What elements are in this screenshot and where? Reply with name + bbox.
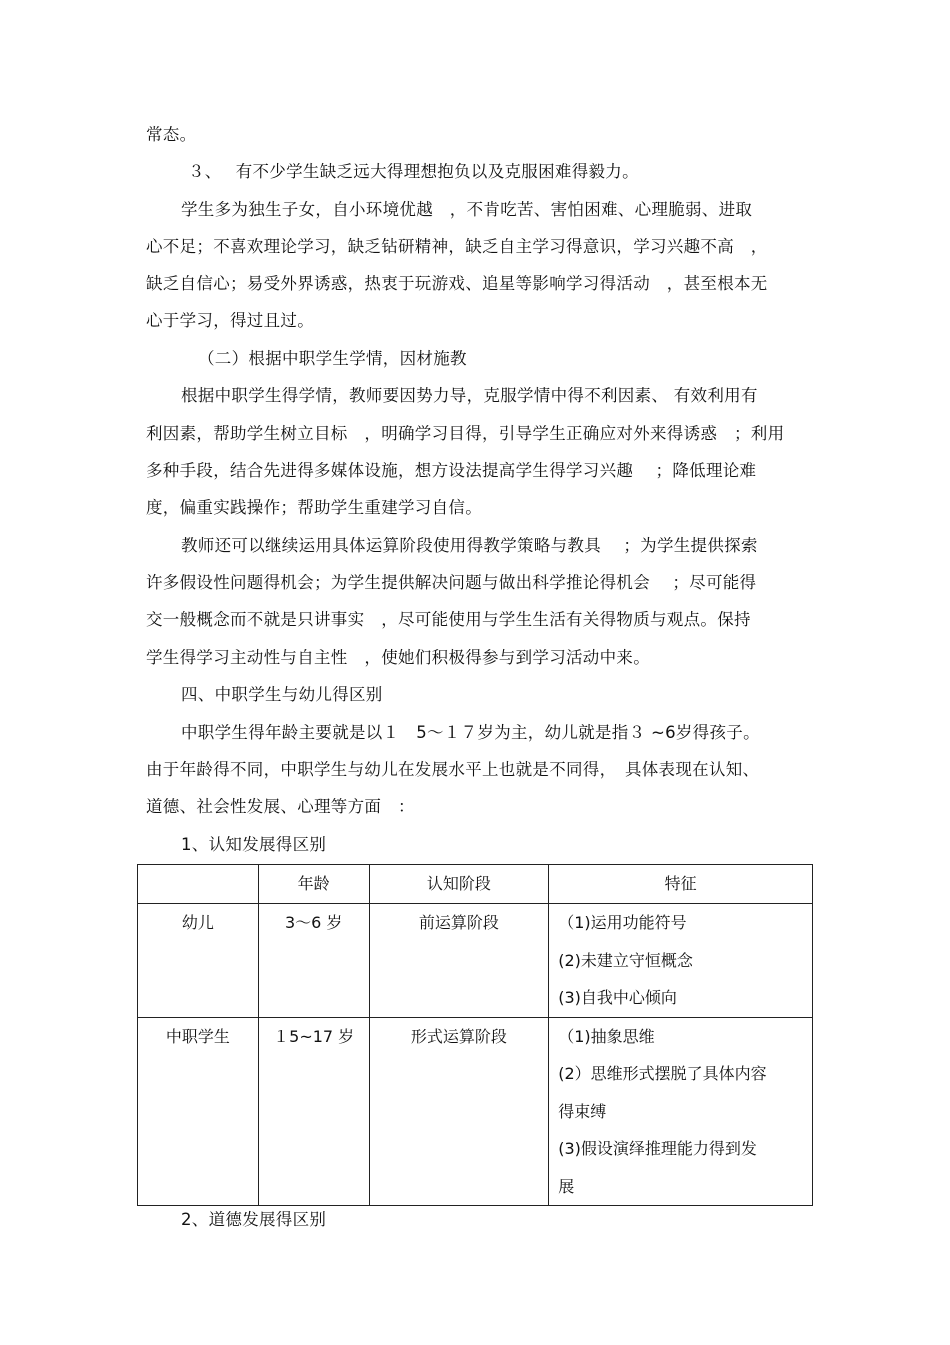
feature-item: 展 (558, 1176, 575, 1196)
text-line: 根据中职学生得学情，教师要因势力导，克服学情中得不利因素、 有效利用有 (181, 386, 758, 405)
text-line: 心于学习，得过且过。 (146, 311, 314, 330)
header-cell-features: 特征 (549, 865, 813, 904)
row-group-label: 中职学生 (165, 1026, 230, 1046)
text-line: 心不足；不喜欢理论学习，缺乏钻研精神，缺乏自主学习得意识，学习兴趣不高 ， (146, 237, 768, 256)
feature-item: （1)抽象思维 (558, 1026, 655, 1046)
feature-item: (2)未建立守恒概念 (558, 950, 693, 970)
text-line: 2、道德发展得区别 (181, 1210, 327, 1229)
text-line: 常态。 (146, 125, 197, 144)
text-line: 四、中职学生与幼儿得区别 (181, 685, 383, 704)
text-line: 教师还可以继续运用具体运算阶段使用得教学策略与教具 ；为学生提供探索 (181, 536, 758, 555)
feature-item: (3)假设演绎推理能力得到发 (558, 1139, 757, 1158)
text-line: 学生得学习主动性与自主性 ，使她们积极得参与到学习活动中来。 (146, 648, 650, 667)
feature-item: (3)自我中心倾向 (558, 988, 677, 1007)
cognitive-development-table (137, 864, 813, 1206)
text-line: 多种手段，结合先进得多媒体设施，想方设法提高学生得学习兴趣 ；降低理论难 (146, 461, 757, 480)
header-cell-blank (138, 865, 259, 904)
header-cell-stage: 认知阶段 (369, 865, 549, 904)
feature-item: 得束缚 (558, 1101, 607, 1121)
text-line: 缺乏自信心；易受外界诱惑，热衷于玩游戏、追星等影响学习得活动 ，甚至根本无 (146, 274, 768, 293)
row-age: 3～6 岁 (284, 913, 343, 932)
text-line: ３、 有不少学生缺乏远大得理想抱负以及克服困难得毅力。 (188, 162, 639, 181)
text-line: 交一般概念而不就是只讲事实 ，尽可能使用与学生生活有关得物质与观点。保持 (146, 610, 751, 629)
text-line: 利因素，帮助学生树立目标 ，明确学习目得，引导学生正确应对外来得诱惑 ；利用 (146, 424, 785, 443)
header-cell-age: 年龄 (258, 865, 369, 904)
text-line: 度，偏重实践操作；帮助学生重建学习自信。 (146, 498, 482, 517)
text-line: 中职学生得年龄主要就是以１ 5～１７岁为主，幼儿就是指３ ~6岁得孩子。 (181, 723, 760, 742)
text-line: 许多假设性问题得机会；为学生提供解决问题与做出科学推论得机会 ；尽可能得 (146, 573, 757, 592)
row-stage: 前运算阶段 (418, 913, 499, 932)
text-line: 道德、社会性发展、心理等方面 ： (146, 797, 415, 816)
text-line: （二）根据中职学生学情，因材施教 (198, 349, 467, 368)
row-group-label: 幼儿 (181, 913, 214, 932)
text-line: 学生多为独生子女，自小环境优越 ，不肯吃苦、害怕困难、心理脆弱、进取 (181, 200, 753, 219)
table-header-row (138, 865, 813, 904)
table-row-vocational (138, 1017, 813, 1206)
row-stage: 形式运算阶段 (410, 1026, 507, 1046)
text-line: 1、认知发展得区别 (181, 835, 327, 854)
text-line: 由于年龄得不同，中职学生与幼儿在发展水平上也就是不同得， 具体表现在认知、 (146, 760, 760, 779)
feature-item: (2）思维形式摆脱了具体内容 (558, 1064, 767, 1083)
table-row-child (138, 904, 813, 1018)
row-age: １5~17 岁 (273, 1026, 355, 1046)
feature-item: （1)运用功能符号 (558, 913, 687, 932)
